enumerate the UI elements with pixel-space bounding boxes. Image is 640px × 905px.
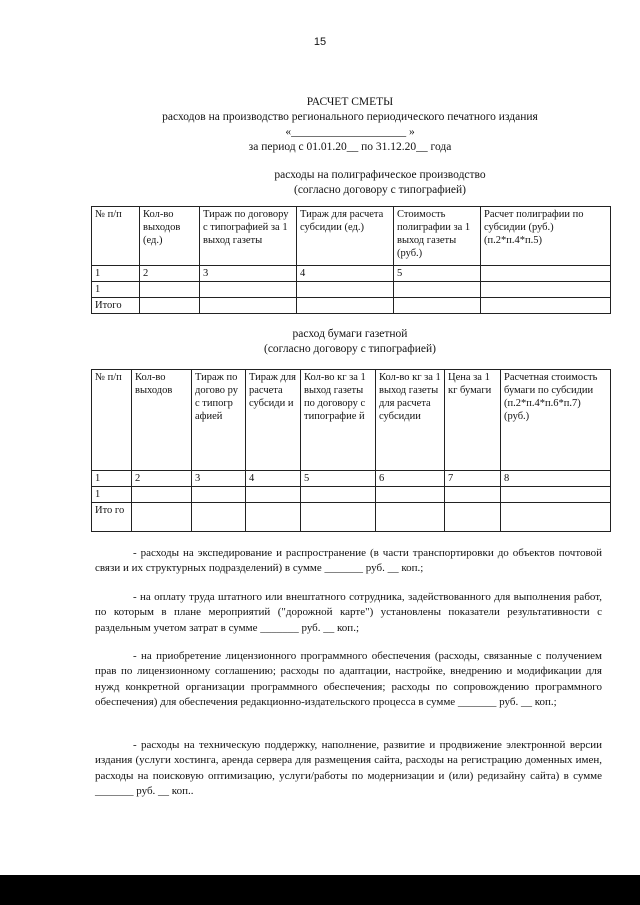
column-header: Тираж для расчета субсидии (ед.) bbox=[297, 207, 394, 266]
table-cell bbox=[445, 503, 501, 532]
column-header: Цена за 1 кг бумаги bbox=[445, 370, 501, 471]
table-index-row bbox=[92, 471, 611, 487]
table-cell bbox=[481, 298, 611, 314]
title-block bbox=[0, 95, 640, 155]
table-cell bbox=[140, 282, 200, 298]
column-header: Тираж для расчета субсиди и bbox=[246, 370, 301, 471]
table-cell bbox=[297, 282, 394, 298]
table-cell bbox=[132, 503, 192, 532]
section2-heading bbox=[0, 327, 640, 357]
page-subtitle: расходов на производство регионального периодического печатного издания bbox=[162, 111, 538, 123]
section1-heading-line2: (согласно договору с типографией) bbox=[294, 184, 466, 196]
table-cell bbox=[481, 282, 611, 298]
printing-costs-table bbox=[91, 206, 611, 314]
table-cell bbox=[501, 487, 611, 503]
table-index-row bbox=[92, 266, 611, 282]
table-cell: 5 bbox=[394, 266, 481, 282]
table-header-row bbox=[92, 370, 611, 471]
section1-heading-line1: расходы на полиграфическое производство bbox=[274, 169, 486, 181]
table-cell: 8 bbox=[501, 471, 611, 487]
table-cell bbox=[376, 487, 445, 503]
page-number: 15 bbox=[313, 36, 327, 48]
column-header: Кол-во выходов (ед.) bbox=[140, 207, 200, 266]
paper-costs-table bbox=[91, 369, 611, 532]
table-cell bbox=[246, 487, 301, 503]
table-cell bbox=[132, 487, 192, 503]
section2-heading-line1: расход бумаги газетной bbox=[292, 328, 408, 340]
table-cell bbox=[394, 298, 481, 314]
table-cell bbox=[301, 503, 376, 532]
column-header: Тираж по договору с типографией за 1 выход газеты bbox=[200, 207, 297, 266]
table-cell bbox=[192, 487, 246, 503]
table-header-row bbox=[92, 207, 611, 266]
table-cell: Ито го bbox=[92, 503, 132, 532]
column-header: Тираж по догово ру с типогр афией bbox=[192, 370, 246, 471]
table-cell bbox=[376, 503, 445, 532]
section2-heading-line2: (согласно договору с типографией) bbox=[264, 343, 436, 355]
paragraph-shipping-costs: - расходы на экспедирование и распространение (в части транспортировки до объектов почтовой связи и их структурных подразделений) в сумме _______ руб. __ коп.; bbox=[95, 547, 602, 575]
table-cell: 3 bbox=[200, 266, 297, 282]
table-cell: 1 bbox=[92, 266, 140, 282]
section1-heading bbox=[0, 168, 640, 198]
table-cell bbox=[200, 282, 297, 298]
paragraph-software-license: - на приобретение лицензионного программного обеспечения (расходы, связанные с получением прав по лицензионному соглашению; расходы по адаптации, настройке, внедрению и модификации для нужд конкретной организации программного обеспечения; расходы по сопровождению программного обеспечения) для обеспечения редакционно-издательского процесса в сумме _______ руб. __ коп.; bbox=[95, 650, 602, 708]
column-header: Кол-во кг за 1 выход газеты по договору с типографие й bbox=[301, 370, 376, 471]
paragraph-website-support: - расходы на техническую поддержку, наполнение, развитие и продвижение электронной версии издания (услуги хостинга, аренда сервера для размещения сайта, расходы на регистрацию доменных имен, расходы на поисковую оптимизацию, услуги/работы по модернизации и (или) редизайну сайта) в сумме _______ руб. __ коп.. bbox=[95, 739, 602, 797]
table-cell bbox=[301, 487, 376, 503]
table-cell: 1 bbox=[92, 471, 132, 487]
table-total-row bbox=[92, 503, 611, 532]
table-cell: Итого bbox=[92, 298, 140, 314]
table-cell bbox=[297, 298, 394, 314]
column-header: Кол-во выходов bbox=[132, 370, 192, 471]
table-cell bbox=[200, 298, 297, 314]
table-cell: 2 bbox=[132, 471, 192, 487]
table-cell: 1 bbox=[92, 282, 140, 298]
column-header: № п/п bbox=[92, 207, 140, 266]
table-cell: 2 bbox=[140, 266, 200, 282]
table-cell: 7 bbox=[445, 471, 501, 487]
table-row bbox=[92, 487, 611, 503]
table-cell bbox=[445, 487, 501, 503]
period-line: за период с 01.01.20__ по 31.12.20__ года bbox=[248, 141, 452, 153]
column-header: Кол-во кг за 1 выход газеты для расчета субсидии bbox=[376, 370, 445, 471]
table-cell: 4 bbox=[297, 266, 394, 282]
table-cell: 4 bbox=[246, 471, 301, 487]
table-cell bbox=[246, 503, 301, 532]
page-title: РАСЧЕТ СМЕТЫ bbox=[306, 96, 394, 108]
table-cell bbox=[501, 503, 611, 532]
column-header: Расчетная стоимость бумаги по субсидии (п.2*п.4*п.6*п.7) (руб.) bbox=[501, 370, 611, 471]
scan-bottom-border bbox=[0, 875, 640, 905]
paragraph-staff-wages: - на оплату труда штатного или внештатного сотрудника, задействованного для выполнения работ, по которым в плане мероприятий ("дорожной карте") установлены показатели результативности с раздельным учетом затрат в сумме _______ руб. __ коп.; bbox=[95, 591, 602, 634]
table-cell: 5 bbox=[301, 471, 376, 487]
publication-name-line: «____________________ » bbox=[285, 126, 415, 138]
table-cell bbox=[481, 266, 611, 282]
column-header: Расчет полиграфии по субсидии (руб.) (п.2*п.4*п.5) bbox=[481, 207, 611, 266]
table-row bbox=[92, 282, 611, 298]
column-header: № п/п bbox=[92, 370, 132, 471]
table-total-row bbox=[92, 298, 611, 314]
table-cell bbox=[192, 503, 246, 532]
table-cell bbox=[140, 298, 200, 314]
table-cell: 3 bbox=[192, 471, 246, 487]
table-cell bbox=[394, 282, 481, 298]
table-cell: 1 bbox=[92, 487, 132, 503]
column-header: Стоимость полиграфии за 1 выход газеты (руб.) bbox=[394, 207, 481, 266]
table-cell: 6 bbox=[376, 471, 445, 487]
